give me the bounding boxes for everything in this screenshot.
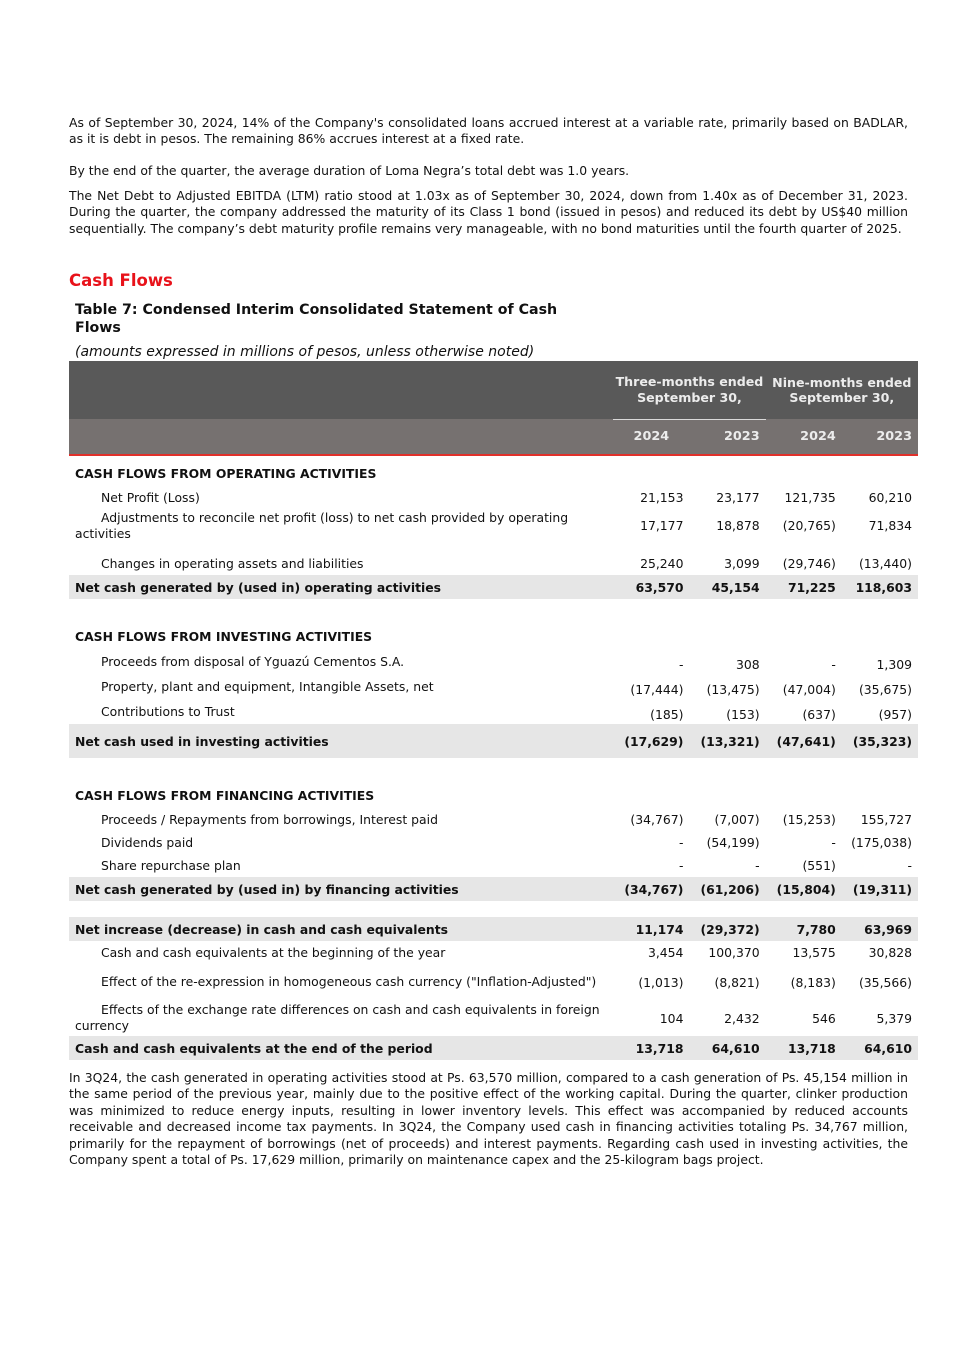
- cell-value: (17,629): [613, 724, 689, 758]
- paragraph-cash-flow-commentary: In 3Q24, the cash generated in operating activities stood at Ps. 63,570 million, compared to a cash generation of Ps. 45,154 million in the same period of the previous year, mainly due to the positive effect of the working capital. During the quarter, clinker production was minimized to reduce energy inputs, resulting in lower inventory levels. This effect was accompanied by reduced accounts receivable and decreased income tax payments. In 3Q24, the Company used cash in financing activities totaling Ps. 34,767 million, primarily for the repayment of borrowings (net of proceeds) and interest payments. Regarding cash used in investing activities, the Company spent a total of Ps. 17,629 million, primarily on maintenance capex and the 25-kilogram bags project.: [69, 1070, 908, 1168]
- table-row: [69, 486, 918, 509]
- cell-value: -: [678, 858, 684, 873]
- cell-value: -: [831, 835, 836, 850]
- table-title: Table 7: Condensed Interim Consolidated Statement of Cash Flows: [75, 302, 558, 336]
- net-increase-row: [69, 917, 918, 941]
- cell-value: 121,735: [784, 490, 836, 505]
- header-three-months: Three-months ended September 30,: [613, 361, 765, 419]
- paragraph-variable-rate: As of September 30, 2024, 14% of the Company's consolidated loans accrued interest at a variable rate, primarily based on BADLAR, as it is debt in pesos. The remaining 86% accrues interest at a fixed rate.: [69, 115, 908, 147]
- cell-value: 104: [659, 1010, 684, 1026]
- row-spacer: [69, 599, 918, 619]
- cell-value: (7,007): [714, 812, 760, 827]
- cell-value: 45,154: [689, 575, 765, 599]
- row-label: Effects of the exchange rate differences on cash and cash equivalents in foreign currency: [75, 1002, 600, 1033]
- row-spacer: [69, 901, 918, 917]
- paragraph-debt-duration: By the end of the quarter, the average duration of Loma Negra’s total debt was 1.0 years.: [69, 163, 630, 178]
- cell-value: -: [907, 858, 912, 873]
- cell-value: -: [755, 858, 760, 873]
- table-row: [69, 552, 918, 575]
- cell-value: (20,765): [782, 518, 836, 533]
- section-heading-label: CASH FLOWS FROM OPERATING ACTIVITIES: [75, 465, 377, 481]
- table-row: [69, 649, 918, 674]
- row-label: Share repurchase plan: [101, 857, 241, 873]
- header-blank: [69, 419, 613, 455]
- cell-value: (47,641): [766, 724, 842, 758]
- paragraph-net-debt-ratio: The Net Debt to Adjusted EBITDA (LTM) ratio stood at 1.03x as of September 30, 2024, down from 1.40x as of December 31, 2023. During the quarter, the company addressed the maturity of its Class 1 bond (issued in pesos) and reduced its debt by US$40 million sequentially. The company’s debt maturity profile remains very manageable, with no bond maturities until the fourth quarter of 2025.: [69, 188, 908, 236]
- cell-value: -: [678, 657, 684, 672]
- row-label: Proceeds from disposal of Yguazú Cementos S.A.: [101, 653, 405, 669]
- header-blank: [69, 361, 613, 419]
- section-title-cash-flows: Cash Flows: [69, 271, 173, 290]
- cell-value: (34,767): [613, 877, 689, 901]
- table-row: [69, 964, 918, 1000]
- table-note: (amounts expressed in millions of pesos, unless otherwise noted): [75, 344, 535, 360]
- cell-value: 21,153: [640, 490, 684, 505]
- table-row: [69, 674, 918, 699]
- ending-cash-row: [69, 1036, 918, 1060]
- row-spacer: [69, 758, 918, 778]
- cell-value: 71,225: [766, 575, 842, 599]
- table-row: [69, 941, 918, 964]
- cell-value: (15,804): [766, 877, 842, 901]
- cell-value: (34,767): [630, 812, 684, 827]
- header-year-9m-2024: 2024: [800, 429, 836, 444]
- cell-value: (13,321): [689, 724, 765, 758]
- cell-value: (13,440): [858, 556, 912, 571]
- subtotal-row-financing: [69, 877, 918, 901]
- row-label: Cash and cash equivalents at the beginning of the year: [101, 944, 446, 960]
- cell-value: 13,718: [613, 1036, 689, 1060]
- cell-value: (1,013): [638, 974, 684, 990]
- subtotal-row-operating: [69, 575, 918, 599]
- cell-value: (8,183): [790, 974, 836, 990]
- cell-value: 13,718: [766, 1036, 842, 1060]
- header-year-3m-2024: 2024: [633, 429, 670, 445]
- section-heading-financing: [69, 778, 918, 808]
- cell-value: 118,603: [842, 575, 918, 599]
- cell-value: (29,372): [689, 917, 765, 941]
- table-header-groups: [69, 361, 918, 419]
- cell-value: 5,379: [876, 1010, 912, 1026]
- cell-value: 7,780: [766, 917, 842, 941]
- cell-value: (35,566): [858, 974, 912, 990]
- header-year-3m-2023: 2023: [724, 429, 760, 445]
- cell-value: 63,570: [613, 575, 689, 599]
- section-heading-investing: [69, 619, 918, 649]
- cash-flow-table: [69, 361, 918, 1060]
- row-label: Contributions to Trust: [101, 703, 235, 719]
- row-label: Net Profit (Loss): [101, 489, 200, 505]
- cell-value: (13,475): [706, 682, 760, 697]
- cell-value: -: [678, 835, 684, 850]
- cell-value: (185): [650, 707, 684, 722]
- cell-value: 64,610: [689, 1036, 765, 1060]
- cell-value: 3,454: [647, 945, 684, 960]
- section-heading-label: CASH FLOWS FROM INVESTING ACTIVITIES: [75, 628, 373, 644]
- row-label: Net cash generated by (used in) by financing activities: [69, 877, 613, 901]
- header-nine-months: Nine-months ended September 30,: [772, 374, 912, 405]
- row-label: Changes in operating assets and liabilities: [101, 555, 364, 571]
- row-label: Property, plant and equipment, Intangible Assets, net: [101, 678, 434, 694]
- cell-value: (957): [878, 707, 912, 722]
- cell-value: (35,675): [858, 682, 912, 697]
- row-label: Net increase (decrease) in cash and cash equivalents: [69, 917, 613, 941]
- cell-value: (175,038): [851, 835, 912, 850]
- cell-value: (19,311): [842, 877, 918, 901]
- row-label: Dividends paid: [101, 834, 194, 850]
- cell-value: 100,370: [708, 945, 760, 960]
- cell-value: 2,432: [724, 1010, 760, 1026]
- cell-value: (153): [726, 707, 760, 722]
- cell-value: 1,309: [876, 657, 912, 672]
- cell-value: (35,323): [842, 724, 918, 758]
- cell-value: (47,004): [782, 682, 836, 697]
- cell-value: (29,746): [782, 556, 836, 571]
- row-spacer: [69, 542, 918, 552]
- cell-value: (17,444): [630, 682, 684, 697]
- header-year-9m-2023: 2023: [876, 429, 912, 444]
- row-label: Proceeds / Repayments from borrowings, Interest paid: [101, 811, 438, 827]
- cell-value: 546: [812, 1010, 836, 1026]
- cell-value: 13,575: [792, 945, 836, 960]
- table-row: [69, 1000, 918, 1036]
- row-label: Adjustments to reconcile net profit (loss) to net cash provided by operating activities: [75, 509, 569, 541]
- table-row: [69, 808, 918, 831]
- table-row: [69, 509, 918, 542]
- table-row: [69, 854, 918, 877]
- cell-value: 71,834: [868, 518, 912, 533]
- cell-value: (8,821): [714, 974, 760, 990]
- cell-value: (61,206): [689, 877, 765, 901]
- cell-value: 3,099: [724, 556, 760, 571]
- section-heading-label: CASH FLOWS FROM FINANCING ACTIVITIES: [75, 787, 375, 803]
- cell-value: (637): [802, 707, 836, 722]
- cell-value: 60,210: [868, 490, 912, 505]
- row-label: Cash and cash equivalents at the end of the period: [69, 1036, 613, 1060]
- row-label: Effect of the re-expression in homogeneous cash currency ("Inflation-Adjusted"): [101, 974, 597, 989]
- cell-value: 11,174: [613, 917, 689, 941]
- cell-value: 17,177: [640, 518, 684, 533]
- cell-value: (54,199): [706, 835, 760, 850]
- row-label: Net cash used in investing activities: [69, 724, 613, 758]
- cell-value: 18,878: [716, 518, 760, 533]
- cell-value: 64,610: [842, 1036, 918, 1060]
- cell-value: -: [831, 657, 836, 672]
- cell-value: 23,177: [716, 490, 760, 505]
- cell-value: 308: [735, 657, 760, 672]
- cell-value: 155,727: [860, 812, 912, 827]
- subtotal-row-investing: [69, 724, 918, 758]
- row-label: Net cash generated by (used in) operating activities: [69, 575, 613, 599]
- table-header-years: [69, 419, 918, 455]
- cell-value: 63,969: [842, 917, 918, 941]
- cell-value: (551): [802, 858, 836, 873]
- section-heading-operating: [69, 455, 918, 486]
- cell-value: 25,240: [640, 556, 684, 571]
- cell-value: 30,828: [868, 945, 912, 960]
- table-row: [69, 699, 918, 724]
- cell-value: (15,253): [782, 812, 836, 827]
- table-row: [69, 831, 918, 854]
